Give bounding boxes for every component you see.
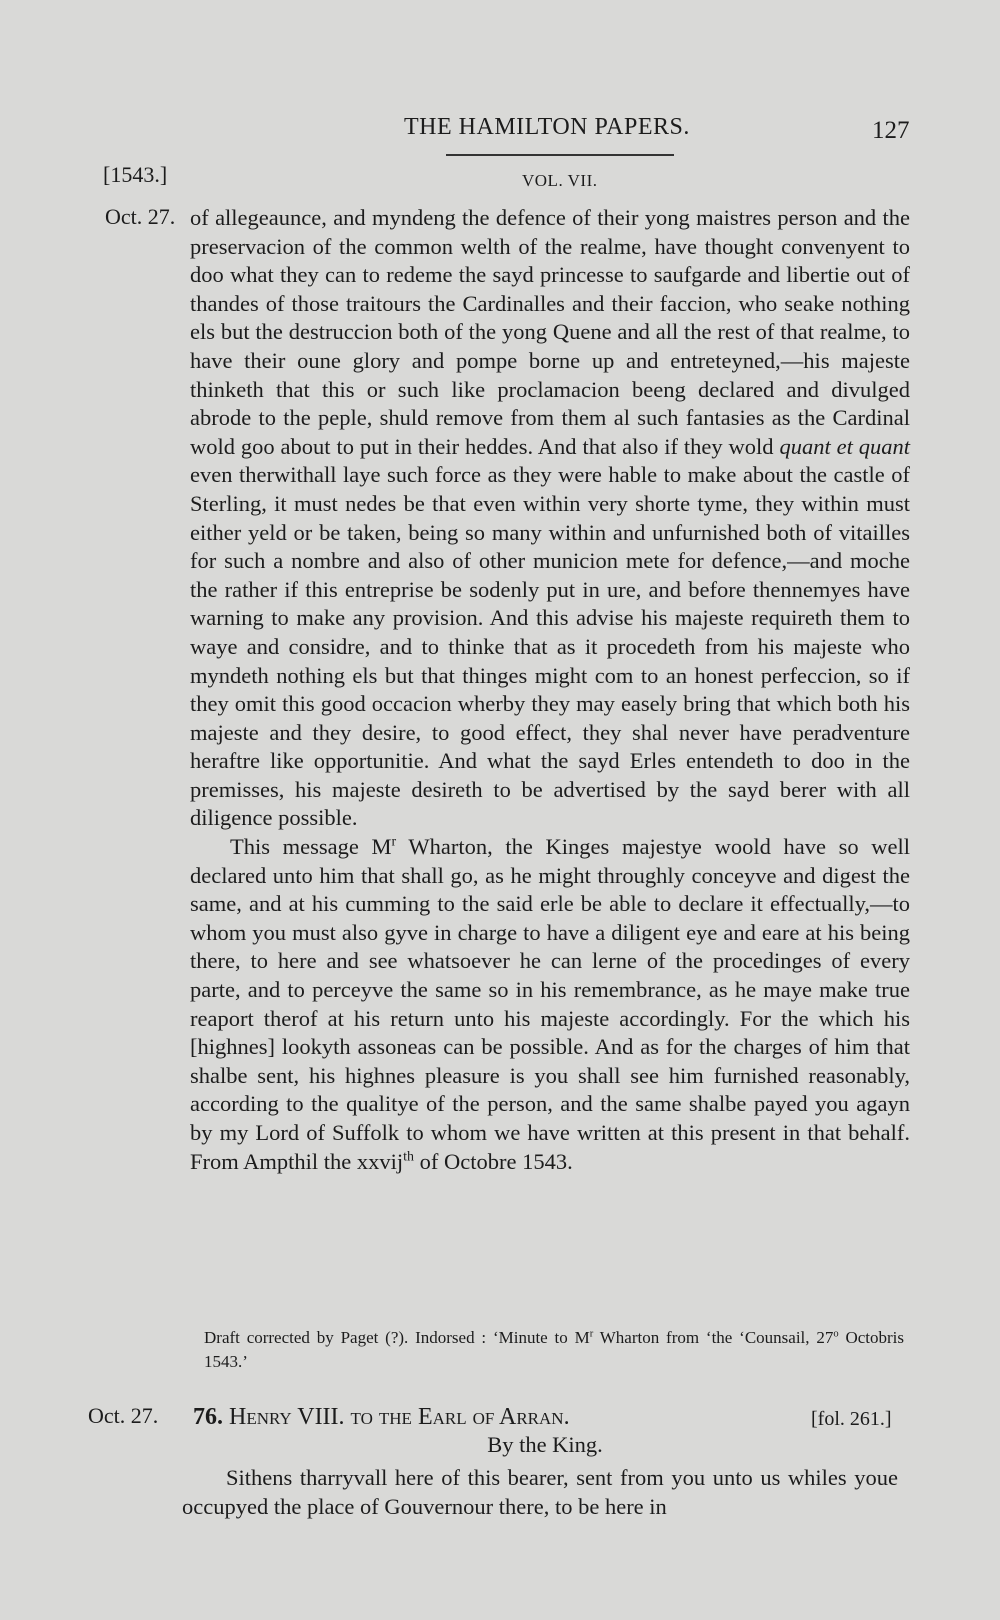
- paragraph-text: of allegeaunce, and myndeng the defence of their yong maistres person and the preservacion of the common welth of the realme, have thought convenyent to doo what they can to redeme the sayd princesse to saufgarde and libertie out of thandes of those traitours the Cardinalles and their faccion, who seake nothing els but the destruccion both of the yong Quene and all the rest of that realme, to have their oune glory and pompe borne up and entreteyned,—his majeste thinketh that this or such like proclamacion beeng declared and divulged abrode to the peple, shuld remove from them al such fantasies as the Cardinal wold goo about to put in their heddes. And that also if they wold: [190, 205, 910, 459]
- paragraph: [190, 833, 910, 1176]
- volume-label: VOL. VII.: [522, 171, 598, 190]
- superscript: o: [833, 1328, 839, 1340]
- superscript: r: [589, 1328, 594, 1340]
- document-number: 76.: [193, 1404, 223, 1430]
- paragraph: [190, 204, 910, 833]
- document-heading: [193, 1404, 570, 1431]
- document-title: Henry VIII. to the Earl of Arran.: [229, 1404, 570, 1430]
- letter-text: Sithens tharryvall here of this bearer, sent from you unto us whiles youe occupyed the place of Gouvernour there, to be here in: [182, 1465, 898, 1519]
- superscript: r: [391, 834, 397, 850]
- note-text: Octobris 1543.’: [204, 1328, 904, 1371]
- paragraph-text: Wharton, the Kinges majestye woold have so well declared unto him that shall go, as he might throughly conceyve and digest the same, and at his cumming to the said erle be able to declare it effectually,—to whom you must also gyve in charge to have a diligent eye and eare at his being there, to here and see whatsoever he can lerne of the procedinges of every parte, and to perceyve the same so in his remembrance, as he maye make true reaport therof at his return unto his majeste accordingly. For the which his [highnes] lookyth assoneas can be possible. And as for the charges of him that shalbe sent, his highnes pleasure is you shall see him furnished reasonably, according to the qualitye of the person, and the same shalbe payed you agayn by my Lord of Suffolk to whom we have written at this present in that behalf. From Ampthil the xxvij: [190, 834, 910, 1174]
- folio-reference: [fol. 261.]: [811, 1408, 892, 1430]
- paragraph-text: This message M: [230, 834, 392, 860]
- margin-date: Oct. 27.: [105, 204, 176, 229]
- main-text: [190, 204, 910, 1176]
- superscript: th: [403, 1149, 414, 1165]
- note-text: Wharton from ‘the ‘Counsail, 27: [593, 1328, 834, 1347]
- header-rule: [446, 154, 674, 156]
- running-head: THE HAMILTON PAPERS.: [404, 114, 690, 140]
- editorial-note: [204, 1326, 904, 1374]
- italic-phrase: quant et quant: [779, 433, 910, 459]
- by-line: By the King.: [487, 1432, 603, 1457]
- paragraph-text: of Octobre 1543.: [413, 1148, 573, 1174]
- margin-date: Oct. 27.: [88, 1403, 159, 1428]
- year-marker: [1543.]: [103, 162, 168, 187]
- page-number: 127: [872, 117, 910, 144]
- note-text: Draft corrected by Paget (?). Indorsed : ‘Minute to M: [204, 1328, 590, 1347]
- paragraph-text: even therwithall laye such force as they were hable to make about the castle of Sterling, it must nedes be that even within very shorte tyme, they within must either yeld or be taken, being so many within and unfurnished both of vitailles for such a nombre and also of other municion mete for defence,—and moche the rather if this entreprise be sodenly put in ure, and before thennemyes have warning to make any provision. And this advise his majeste requireth them to waye and considre, and to thinke that as it procedeth from his majeste who myndeth nothing els but that thinges might com to an honest perfeccion, so if they omit this good occacion wherby they may easely bring that which both his majeste and they desire, to good effect, they shal never have peradventure heraftre like opportunitie. And what the sayd Erles entendeth to doo in the premisses, his majeste desireth to be advertised by the sayd berer with all diligence possible.: [190, 462, 910, 831]
